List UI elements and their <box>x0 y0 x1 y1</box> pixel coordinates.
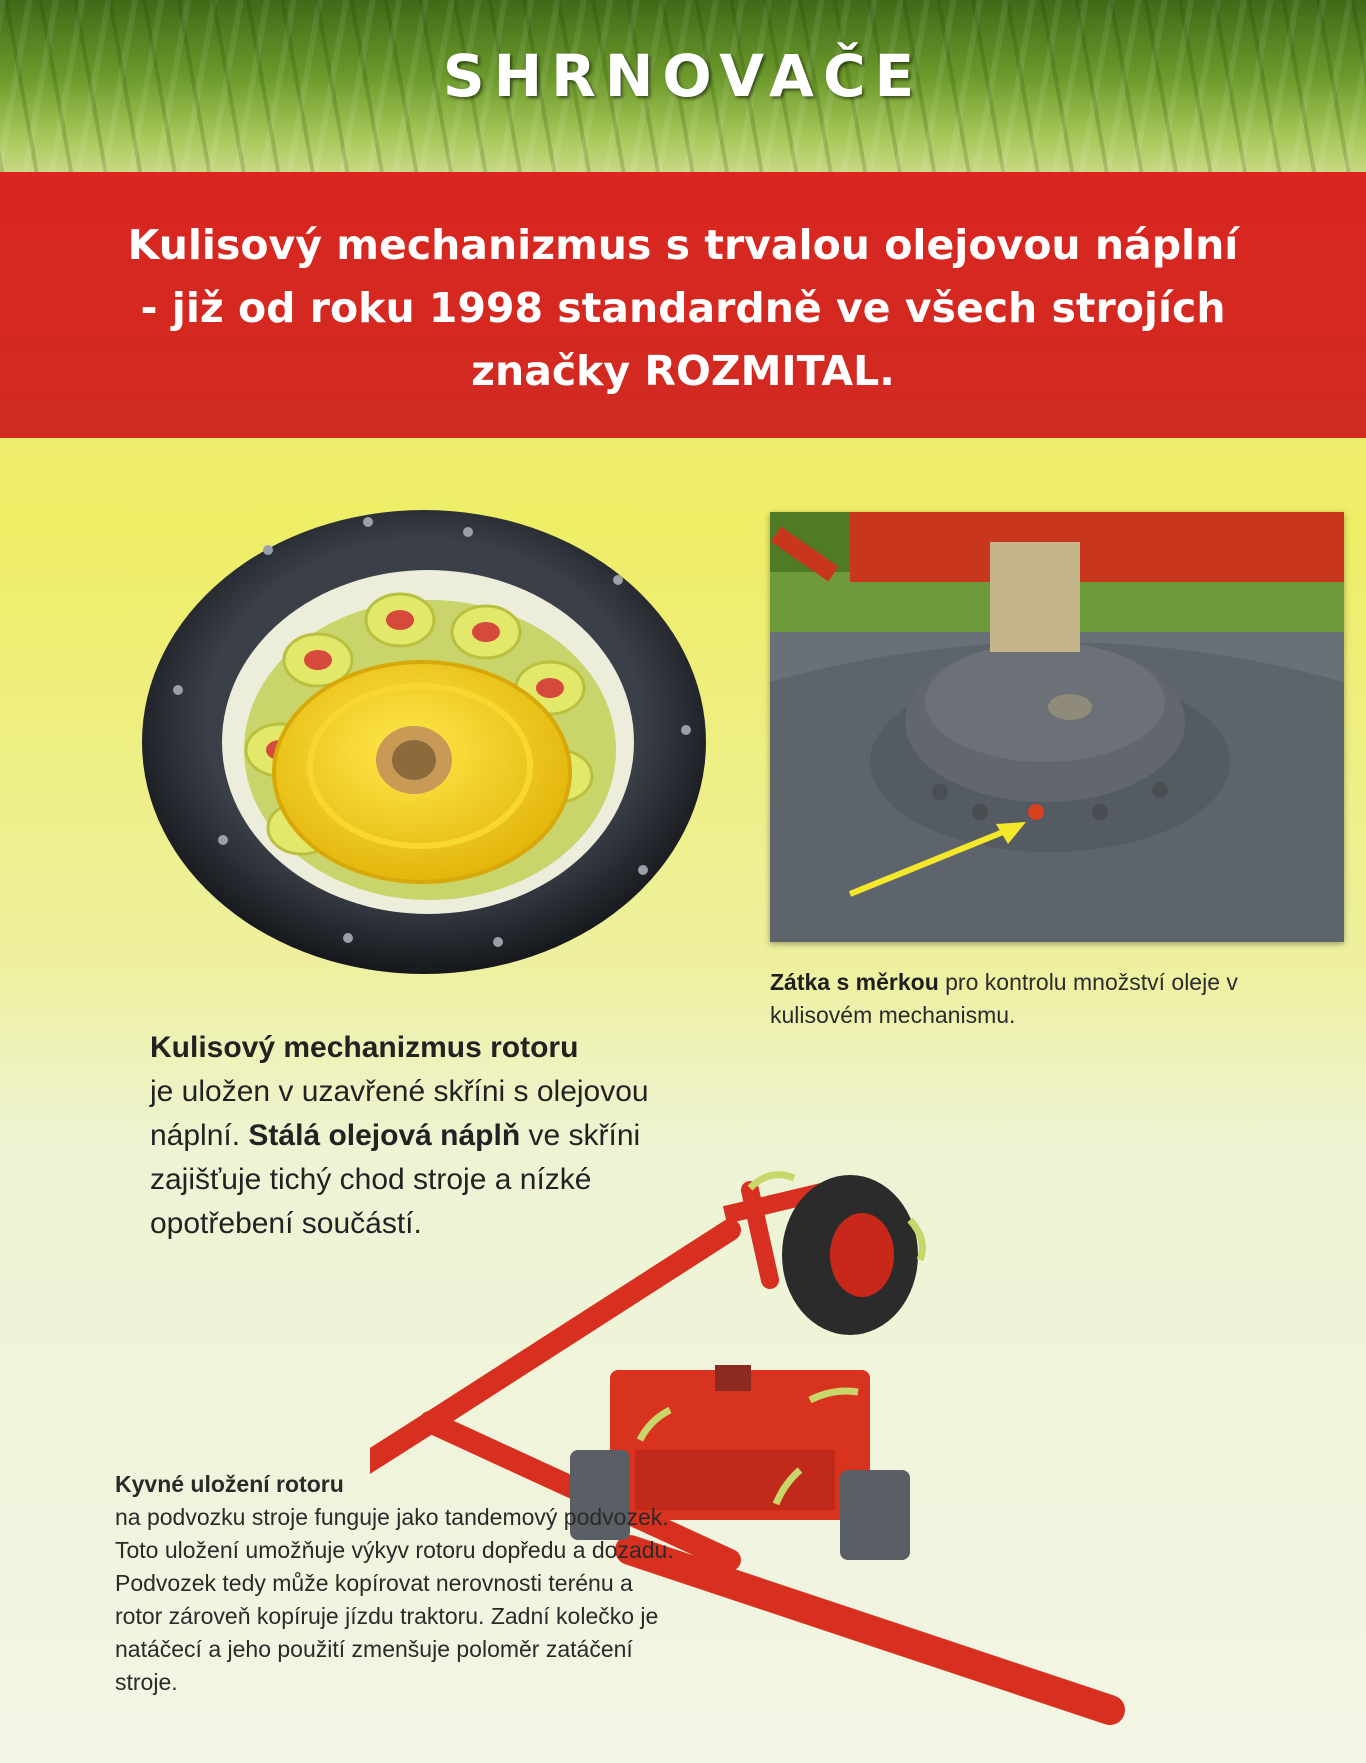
headline-line-3: značky ROZMITAL. <box>471 347 895 395</box>
grass-header-banner <box>0 0 1366 172</box>
frame-description-text: na podvozku stroje funguje jako tandemový podvozek. Toto uložení umožňuje výkyv rotoru dopředu a dozadu. Podvozek tedy může kopírovat nerovnosti terénu a rotor zároveň kopíruje jízdu traktoru. Zadní kolečko je natáčecí a jeho použití zmenšuje poloměr zatáčení stroje. <box>115 1504 674 1695</box>
frame-description <box>115 1468 675 1699</box>
rotor-description-bold: Stálá olejová náplň <box>248 1119 521 1152</box>
photo-caption-bold: Zátka s měrkou <box>770 969 939 995</box>
photo-caption <box>770 966 1270 1032</box>
page-title: SHRNOVAČE <box>442 42 924 110</box>
headline-line-1: Kulisový mechanizmus s trvalou olejovou náplní <box>127 221 1239 269</box>
headline-line-2: - již od roku 1998 standardně ve všech strojích <box>140 284 1226 332</box>
rotor-description-heading: Kulisový mechanizmus rotoru <box>150 1031 579 1064</box>
oil-plug-photo <box>770 512 1344 942</box>
rotor-description-text-1: je uložen v uzavřené skříni s olejovou náplní. <box>150 1075 649 1152</box>
rotor-mechanism-image <box>138 510 710 986</box>
headline <box>60 214 1306 403</box>
frame-description-heading: Kyvné uložení rotoru <box>115 1471 344 1497</box>
photo-caption-text: pro kontrolu množství oleje v kulisovém mechanismu. <box>770 969 1238 1028</box>
rotor-description-text-2: ve skříni zajišťuje tichý chod stroje a nízké opotřebení součástí. <box>150 1119 641 1240</box>
